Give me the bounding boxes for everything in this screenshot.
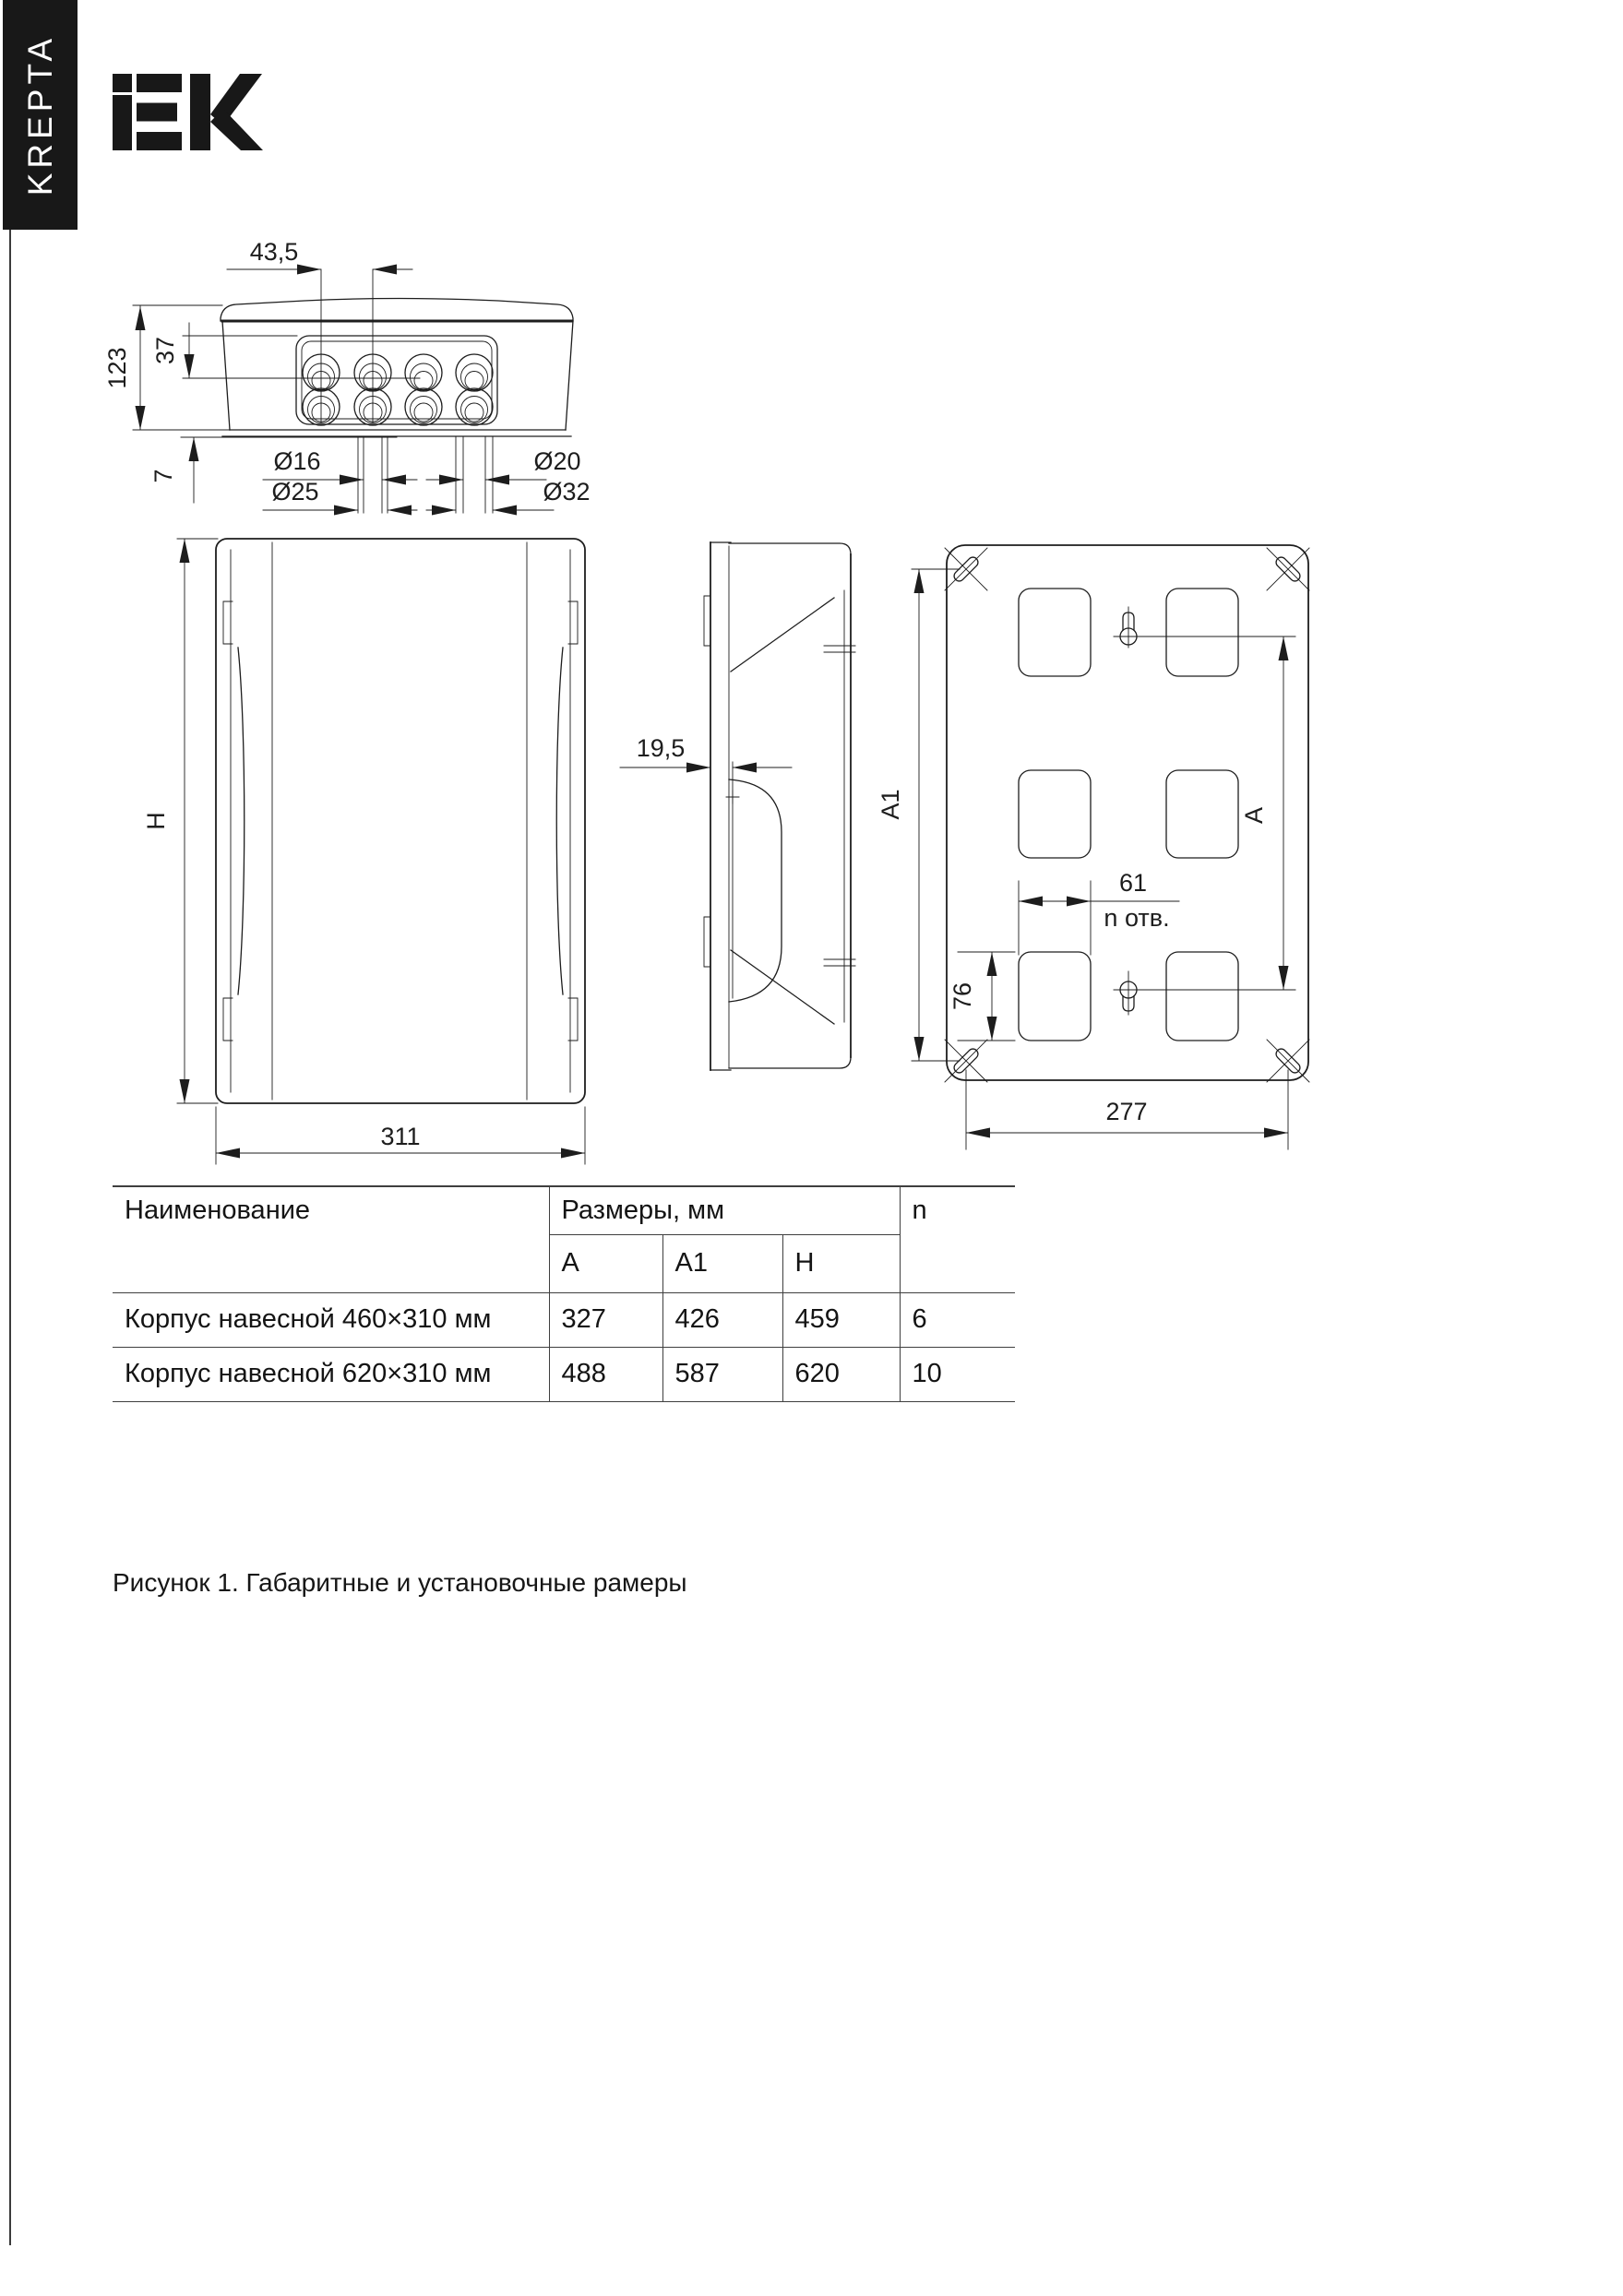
- dia-25-label: Ø25: [271, 478, 319, 506]
- row-a1-value: 587: [662, 1347, 782, 1401]
- top-view-drawing: [103, 238, 591, 516]
- dia-20-label: Ø20: [533, 447, 581, 475]
- row-n-value: 6: [900, 1292, 1015, 1347]
- dim-depth-label: 123: [103, 347, 131, 389]
- dim-width-label: 311: [380, 1123, 421, 1150]
- dim-pitch-label: 43,5: [249, 238, 299, 266]
- dimensions-table: [113, 1185, 1015, 1402]
- row-a-value: 327: [549, 1292, 662, 1347]
- sub-header-h: H: [782, 1234, 900, 1292]
- row-h-value: 459: [782, 1292, 900, 1347]
- dim-height-label: H: [142, 812, 170, 830]
- dim-hole-offset-label: 37: [151, 336, 179, 365]
- corner-screw-icon: [1267, 548, 1309, 590]
- rear-view-drawing: [877, 545, 1309, 1149]
- row-name: Корпус навесной 620×310 мм: [113, 1347, 549, 1401]
- sub-header-a: A: [549, 1234, 662, 1292]
- dim-cutout-height-label: 76: [949, 981, 976, 1011]
- dim-a1-label: A1: [877, 789, 904, 820]
- dim-cutout-width-label: 61: [1118, 869, 1148, 897]
- dia-16-label: Ø16: [273, 447, 321, 475]
- table-row: [113, 1347, 1015, 1401]
- sub-header-a1: A1: [662, 1234, 782, 1292]
- col-header-n: n: [900, 1186, 1015, 1292]
- dim-mount-width-label: 277: [1105, 1098, 1148, 1125]
- dim-a-label: A: [1240, 806, 1268, 825]
- dim-lip-label: 7: [149, 469, 177, 483]
- dim-bracket-label: 19,5: [636, 734, 686, 762]
- row-a1-value: 426: [662, 1292, 782, 1347]
- row-n-value: 10: [900, 1347, 1015, 1401]
- figure-caption: Рисунок 1. Габаритные и установочные рамеры: [113, 1568, 687, 1597]
- side-view-drawing: [620, 542, 855, 1070]
- row-h-value: 620: [782, 1347, 900, 1401]
- row-a-value: 488: [549, 1347, 662, 1401]
- table-row: [113, 1292, 1015, 1347]
- series-name-label: KREPTA: [20, 33, 59, 196]
- dia-32-label: Ø32: [543, 478, 591, 506]
- holes-count-label: n отв.: [1104, 904, 1170, 932]
- col-header-sizes: Размеры, мм: [549, 1186, 900, 1234]
- row-name: Корпус навесной 460×310 мм: [113, 1292, 549, 1347]
- front-view-drawing: [142, 539, 585, 1164]
- col-header-name: Наименование: [113, 1186, 549, 1292]
